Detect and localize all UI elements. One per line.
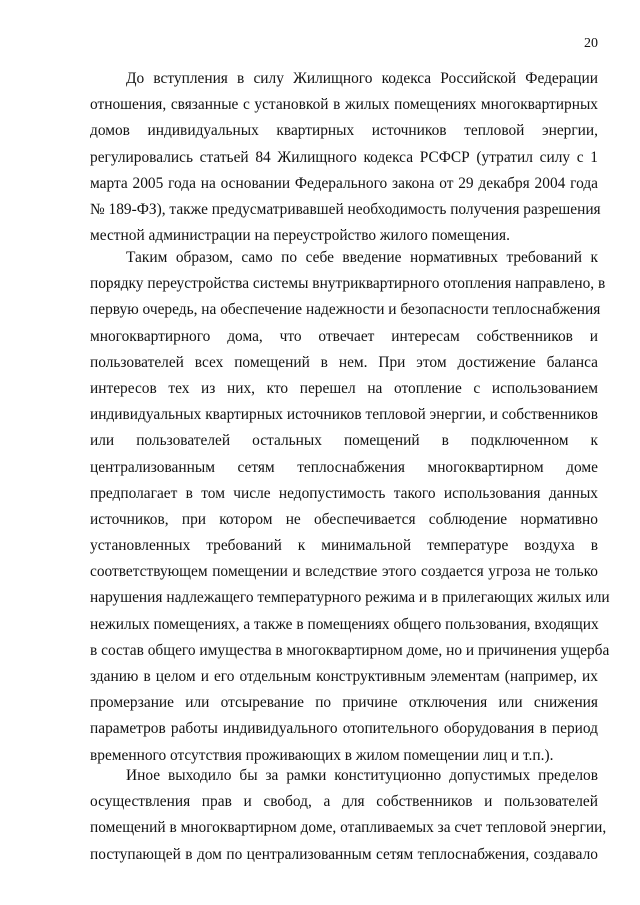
text-line: многоквартирного дома, что отвечает интересам собственников и (90, 327, 598, 345)
text-line: временного отсутствия проживающих в жилом помещении лиц и т.п.). (90, 746, 554, 764)
text-line: первую очередь, на обеспечение надежности и безопасности теплоснабжения (90, 301, 601, 319)
text-line: предполагает в том числе недопустимость такого использования данных (90, 484, 598, 502)
page-number: 20 (584, 36, 598, 51)
text-line: пользователей всех помещений в нем. При этом достижение баланса (90, 353, 598, 371)
text-line: порядку переустройства системы внутриквартирного отопления направлено, в (90, 275, 606, 293)
text-line: Таким образом, само по себе введение нормативных требований к (126, 249, 598, 266)
text-line: источников, при котором не обеспечивается соблюдение нормативно (90, 510, 598, 528)
paragraph-1 (90, 66, 601, 249)
text-line: централизованным сетям теплоснабжения многоквартирном доме (90, 458, 598, 476)
text-line: № 189-ФЗ), также предусматривавшей необходимость получения разрешения (90, 200, 601, 218)
text-line: местной администрации на переустройство жилого помещения. (90, 227, 510, 245)
text-line: поступающей в дом по централизованным сетям теплоснабжения, создавало (90, 845, 598, 863)
text-line: соответствующем помещении и вследствие этого создается угроза не только (90, 563, 598, 581)
text-line: отношения, связанные с установкой в жилых помещениях многоквартирных (90, 96, 598, 114)
paragraph-3 (90, 763, 607, 868)
text-line: осуществления прав и свобод, а для собственников и пользователей (90, 793, 598, 811)
text-line: промерзание или отсыревание по причине отключения или снижения (90, 694, 598, 712)
text-line: зданию в целом и его отдельным конструктивным элементам (например, их (90, 668, 598, 685)
text-line: или пользователей остальных помещений в подключенном к (90, 432, 598, 450)
text-line: регулировались статьей 84 Жилищного кодекса РСФСР (утратил силу с 1 (90, 148, 598, 166)
text-line: До вступления в силу Жилищного кодекса Российской Федерации (126, 70, 598, 87)
text-line: в состав общего имущества в многоквартирном доме, но и причинения ущерба (90, 641, 610, 659)
text-line: интересов тех из них, кто перешел на отопление с использованием (90, 379, 598, 397)
text-line: нежилых помещениях, а также в помещениях общего пользования, входящих (90, 615, 599, 633)
text-line: установленных требований к минимальной температуре воздуха в (90, 537, 598, 555)
text-line: марта 2005 года на основании Федерального закона от 29 декабря 2004 года (90, 174, 598, 192)
paragraph-2 (90, 245, 610, 769)
text-line: индивидуальных квартирных источников тепловой энергии, и собственников (90, 406, 598, 424)
text-line: Иное выходило бы за рамки конституционно допустимых пределов (126, 767, 598, 784)
text-line: нарушения надлежащего температурного режима и в прилегающих жилых или (90, 589, 610, 607)
text-line: помещений в многоквартирном доме, отапливаемых за счет тепловой энергии, (90, 819, 607, 837)
text-line: параметров работы индивидуального отопительного оборудования в период (90, 720, 598, 738)
text-line: домов индивидуальных квартирных источников тепловой энергии, (90, 122, 598, 140)
